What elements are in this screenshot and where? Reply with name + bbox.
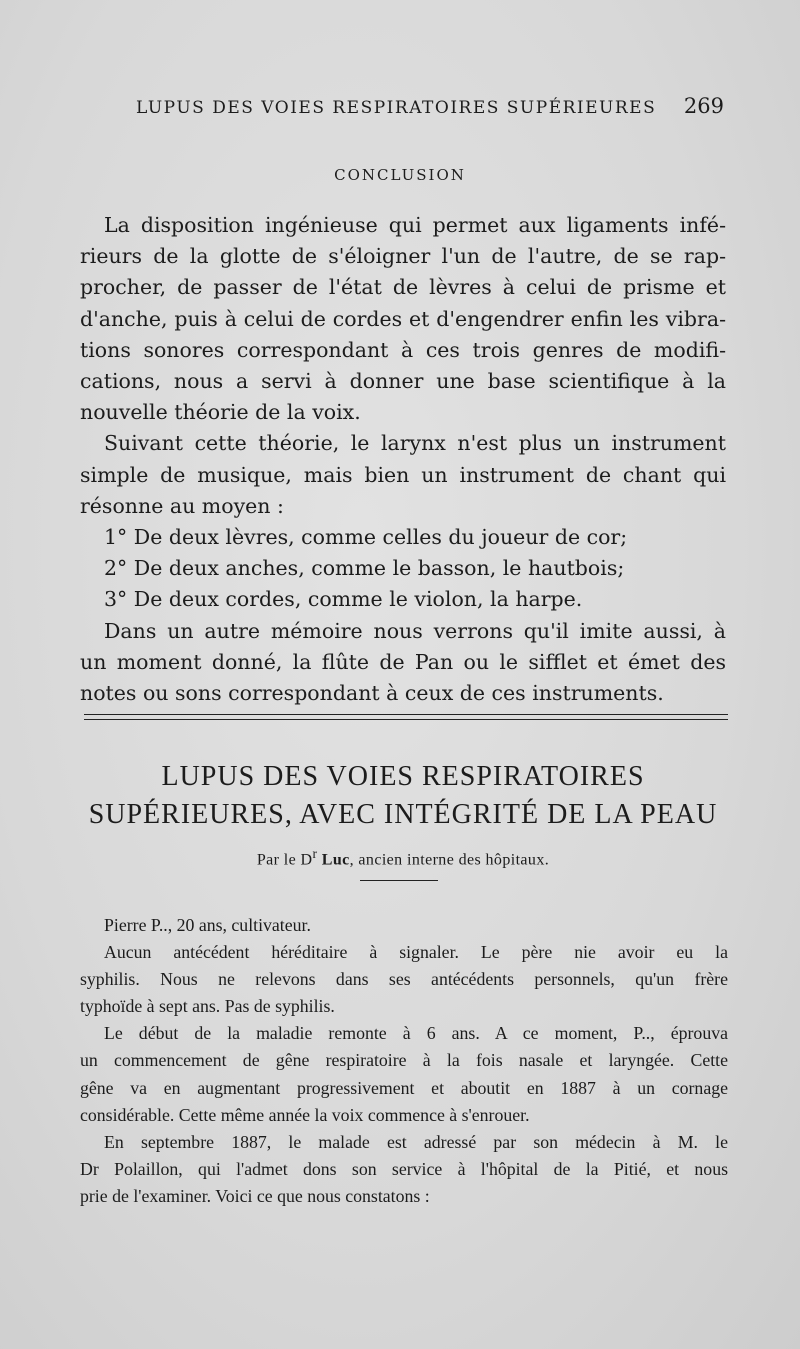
list-item: 1° De deux lèvres, comme celles du joueur de cor; [104,525,628,550]
byline-sup: r [312,846,318,861]
case-report-text [80,912,728,1210]
text-line: prie de l'examiner. Voici ce que nous constatons : [80,1185,430,1206]
text-line: procher, de passer de l'état de lèvres à celui de prisme et [80,275,726,300]
text-line: cations, nous a servi à donner une base scientifique à la [80,369,726,394]
text-line: La disposition ingénieuse qui permet aux ligaments infé- [104,213,726,237]
text-line: syphilis. Nous ne relevons dans ses antécédents personnels, qu'un frère [80,969,728,990]
running-head-title: LUPUS DES VOIES RESPIRATOIRES SUPÉRIEURES [136,98,657,118]
text-line: gêne va en augmentant progressivement et aboutit en 1887 à un cornage [80,1077,728,1098]
byline [80,846,726,869]
author-name: Luc [321,851,350,869]
text-line: considérable. Cette même année la voix commence à s'enrouer. [80,1104,530,1125]
text-line: Pierre P.., 20 ans, cultivateur. [104,915,311,935]
text-line: Dans un autre mémoire nous verrons qu'il imite aussi, à [104,618,726,643]
short-divider [360,880,438,881]
text-line: résonne au moyen : [80,493,284,518]
text-line: Aucun antécédent héréditaire à signaler. Le père nie avoir eu la [104,942,728,963]
text-line: Le début de la maladie remonte à 6 ans. A ce moment, P.., éprouva [104,1023,728,1044]
text-line: un commencement de gêne respiratoire à la fois nasale et laryngée. Cette [80,1050,728,1071]
text-line: tions sonores correspondant à ces trois genres de modifi- [80,337,726,362]
article-title-line: SUPÉRIEURES, AVEC INTÉGRITÉ DE LA PEAU [88,799,718,830]
article-title-line: LUPUS DES VOIES RESPIRATOIRES [161,761,645,792]
section-divider [84,714,728,720]
text-line: En septembre 1887, le malade est adressé par son médecin à M. le [104,1131,728,1152]
section-title: CONCLUSION [334,166,466,184]
text-line: simple de musique, mais bien un instrument de chant qui [80,462,726,487]
text-line: un moment donné, la flûte de Pan ou le sifflet et émet des [80,649,726,674]
text-line: typhoïde à sept ans. Pas de syphilis. [80,996,335,1017]
article-title [80,758,726,834]
byline-prefix: Par le D [256,851,313,869]
list-item: 3° De deux cordes, comme le violon, la harpe. [104,587,583,612]
text-line: notes ou sons correspondant à ceux de ces instruments. [80,681,664,706]
running-head [136,94,724,118]
byline-suffix: , ancien interne des hôpitaux. [349,851,550,869]
list-item: 2° De deux anches, comme le basson, le hautbois; [104,556,625,581]
text-line: d'anche, puis à celui de cordes et d'engendrer enfin les vibra- [80,306,726,331]
text-line: Suivant cette théorie, le larynx n'est plus un instrument [104,431,726,456]
text-line: nouvelle théorie de la voix. [80,400,361,425]
conclusion-text [80,210,726,709]
text-line: Dr Polaillon, qui l'admet dons son service à l'hôpital de la Pitié, et nous [80,1158,728,1179]
page-number: 269 [683,94,724,118]
text-line: rieurs de la glotte de s'éloigner l'un de l'autre, de se rap- [80,244,726,269]
